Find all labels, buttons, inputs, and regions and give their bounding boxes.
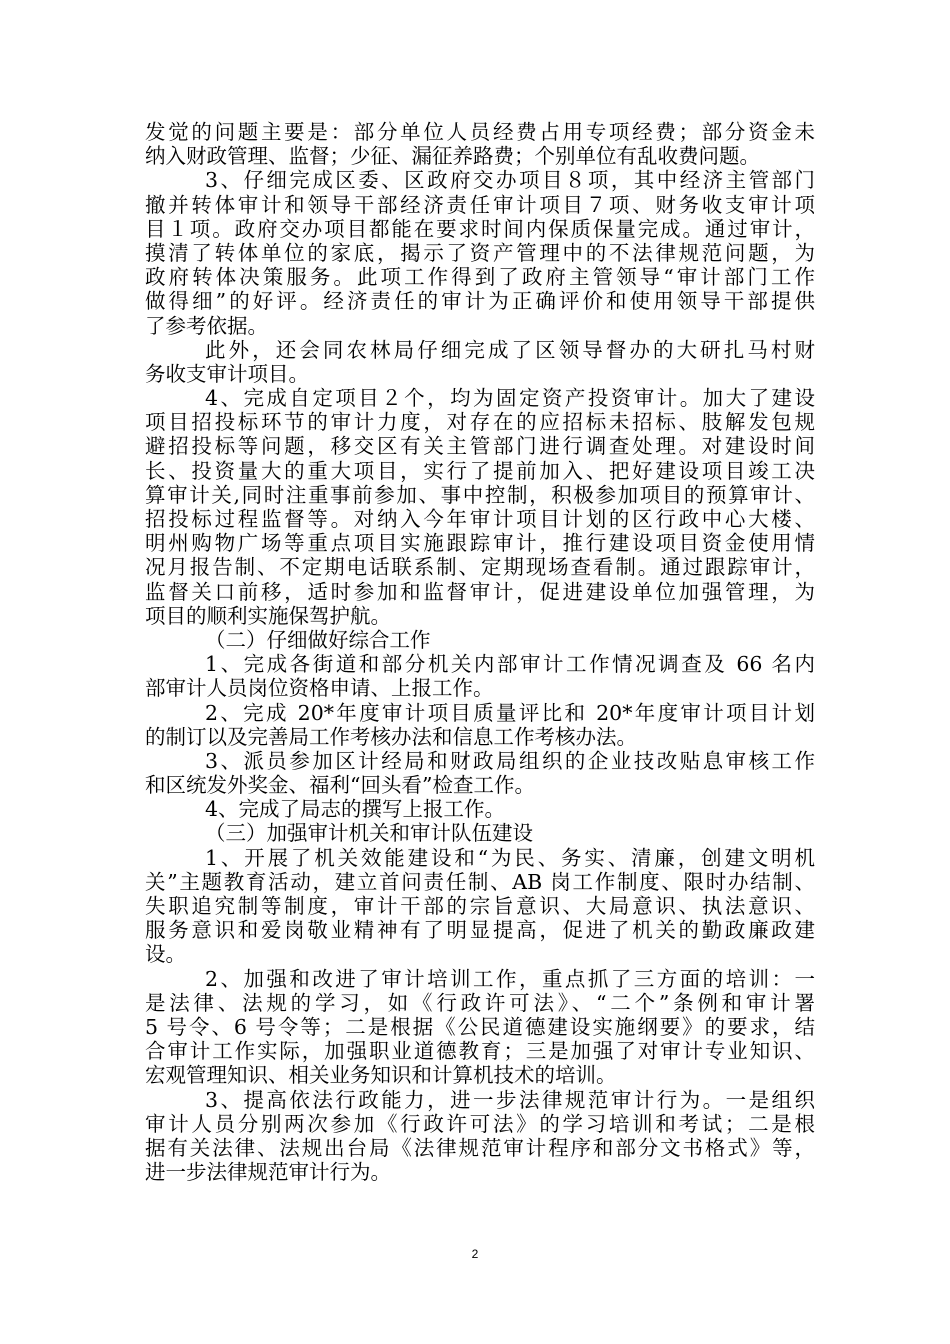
text-line: 失职追究制等制度，审计干部的宗旨意识、大局意识、执法意识、: [145, 894, 815, 918]
text-line: 设。: [145, 942, 186, 967]
text-line: 3、提高依法行政能力，进一步法律规范审计行为。一是组织: [205, 1087, 815, 1112]
text-line: 是法律、法规的学习，如《行政许可法》、“二个”条例和审计署: [145, 990, 815, 1015]
text-line: 况月报告制、不定期电话联系制、定期现场查看制。通过跟踪审计，: [145, 555, 815, 580]
page-number: 2: [471, 1247, 479, 1261]
text-line: 监督关口前移，适时参加和监督审计，促进建设单位加强管理，为: [145, 579, 815, 604]
text-line: 目１项。政府交办项目都能在要求时间内保质保量完成。通过审计，: [145, 216, 815, 241]
text-line: 5 号令、6 号令等；二是根据《公民道德建设实施纲要》的要求，结: [145, 1014, 815, 1039]
text-line: 和区统发外奖金、福利“回头看”检查工作。: [145, 773, 535, 798]
text-line: 据有关法律、法规出台局《法律规范审计程序和部分文书格式》等，: [145, 1135, 815, 1160]
text-line: 明州购物广场等重点项目实施跟踪审计，推行建设项目资金使用情: [145, 531, 815, 556]
text-line: 2、加强和改进了审计培训工作，重点抓了三方面的培训：一: [205, 966, 815, 991]
text-line: 务收支审计项目。: [145, 361, 309, 386]
text-line: 项目招投标环节的审计力度，对存在的应招标未招标、肢解发包规: [145, 410, 815, 435]
text-line: （二）仔细做好综合工作: [205, 627, 431, 652]
text-line: 项目的顺利实施保驾护航。: [145, 603, 391, 628]
text-line: 1、开展了机关效能建设和“为民、务实、清廉，创建文明机: [205, 845, 815, 870]
text-line: 关”主题教育活动，建立首问责任制、AB 岗工作制度、限时办结制、: [145, 869, 815, 894]
text-line: 纳入财政管理、监督；少征、漏征养路费；个别单位有乱收费问题。: [145, 144, 760, 169]
document-body: [145, 120, 815, 1184]
text-line: 4、完成了局志的撰写上报工作。: [205, 797, 506, 822]
text-line: 部审计人员岗位资格申请、上报工作。: [145, 676, 494, 701]
text-line: 避招投标等问题，移交区有关主管部门进行调查处理。对建设时间: [145, 434, 815, 459]
text-line: 服务意识和爱岗敬业精神有了明显提高，促进了机关的勤政廉政建: [145, 918, 815, 943]
text-line: 合审计工作实际，加强职业道德教育；三是加强了对审计专业知识、: [145, 1039, 815, 1064]
text-line: 2、完成 20*年度审计项目质量评比和 20*年度审计项目计划: [205, 700, 815, 725]
text-line: 长、投资量大的重大项目，实行了提前加入、把好建设项目竣工决: [145, 458, 815, 483]
text-line: （三）加强审计机关和审计队伍建设: [205, 821, 533, 846]
text-line: 摸清了转体单位的家底，揭示了资产管理中的不法律规范问题，为: [145, 240, 815, 265]
text-line: 3、派员参加区计经局和财政局组织的企业技改贴息审核工作: [205, 748, 815, 773]
text-line: 审计人员分别两次参加《行政许可法》的学习培训和考试；二是根: [145, 1111, 815, 1136]
text-line: 算审计关,同时注重事前参加、事中控制，积极参加项目的预算审计、: [145, 482, 815, 507]
text-line: 的制订以及完善局工作考核办法和信息工作考核办法。: [145, 724, 637, 749]
text-line: 进一步法律规范审计行为。: [145, 1160, 391, 1185]
text-line: 宏观管理知识、相关业务知识和计算机技术的培训。: [145, 1063, 617, 1088]
text-line: 此外，还会同农林局仔细完成了区领导督办的大研扎马村财: [205, 337, 815, 362]
text-line: 了参考依据。: [145, 313, 268, 338]
text-line: 做得细”的好评。经济责任的审计为正确评价和使用领导干部提供: [145, 289, 815, 314]
text-line: 发觉的问题主要是：部分单位人员经费占用专项经费；部分资金未: [145, 120, 815, 144]
text-line: 4、完成自定项目２个，均为固定资产投资审计。加大了建设: [205, 386, 815, 411]
text-line: 撤并转体审计和领导干部经济责任审计项目７项、财务收支审计项: [145, 192, 815, 217]
text-line: 政府转体决策服务。此项工作得到了政府主管领导“审计部门工作: [145, 265, 815, 290]
text-line: 3、仔细完成区委、区政府交办项目８项，其中经济主管部门: [205, 168, 815, 193]
text-line: 1、完成各街道和部分机关内部审计工作情况调查及 66 名内: [205, 652, 815, 677]
text-line: 招投标过程监督等。对纳入今年审计项目计划的区行政中心大楼、: [145, 507, 815, 531]
